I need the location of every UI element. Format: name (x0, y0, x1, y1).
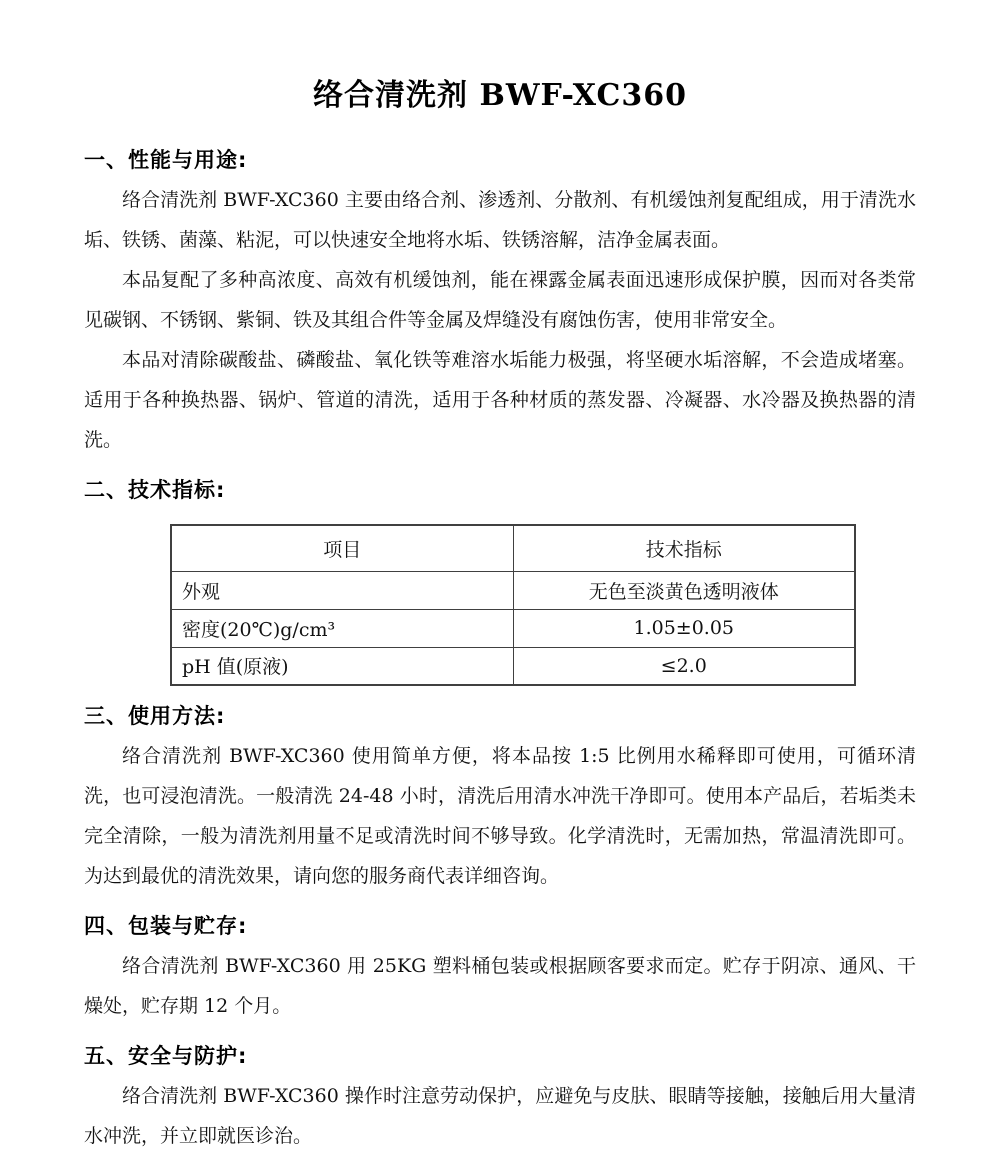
spec-value-ph: ≤2.0 (513, 647, 855, 685)
paragraph: 络合清洗剂 BWF-XC360 使用简单方便，将本品按 1:5 比例用水稀释即可使用，可循环清洗，也可浸泡清洗。一般清洗 24-48 小时，清洗后用清水冲洗干净即可。使用本产品后，若垢类未完全清除，一般为清洗剂用量不足或清洗时间不够导致。化学清洗时，无需加热，常温清洗即可。为达到最优的清洗效果，请向您的服务商代表详细咨询。 (84, 745, 916, 887)
table-row (171, 571, 855, 609)
paragraph: 络合清洗剂 BWF-XC360 用 25KG 塑料桶包装或根据顾客要求而定。贮存于阴凉、通风、干燥处，贮存期 12 个月。 (84, 955, 916, 1017)
spec-item-appearance: 外观 (171, 571, 513, 609)
section-packaging (84, 910, 916, 1026)
paragraph: 本品复配了多种高浓度、高效有机缓蚀剂，能在裸露金属表面迅速形成保护膜，因而对各类常见碳钢、不锈钢、紫铜、铁及其组合件等金属及焊缝没有腐蚀伤害，使用非常安全。 (84, 269, 916, 331)
section-usage (84, 700, 916, 896)
paragraph: 络合清洗剂 BWF-XC360 操作时注意劳动保护，应避免与皮肤、眼睛等接触，接触后用大量清水冲洗，并立即就医诊治。 (84, 1085, 916, 1147)
spec-item-ph: pH 值(原液) (171, 647, 513, 685)
table-row (171, 609, 855, 647)
section-heading-specs: 二、技术指标: (84, 478, 226, 502)
spec-table-header-value: 技术指标 (513, 525, 855, 571)
table-row (171, 647, 855, 685)
spec-table-header-item: 项目 (171, 525, 513, 571)
section-specs (84, 474, 916, 686)
section-performance (84, 144, 916, 460)
section-heading-packaging: 四、包装与贮存: (84, 914, 248, 938)
spec-value-density: 1.05±0.05 (513, 609, 855, 647)
paragraph: 本品对清除碳酸盐、磷酸盐、氧化铁等难溶水垢能力极强，将坚硬水垢溶解，不会造成堵塞。适用于各种换热器、锅炉、管道的清洗，适用于各种材质的蒸发器、冷凝器、水冷器及换热器的清洗。 (84, 349, 916, 451)
spec-value-appearance: 无色至淡黄色透明液体 (513, 571, 855, 609)
spec-table (170, 524, 856, 686)
paragraph: 络合清洗剂 BWF-XC360 主要由络合剂、渗透剂、分散剂、有机缓蚀剂复配组成，用于清洗水垢、铁锈、菌藻、粘泥，可以快速安全地将水垢、铁锈溶解，洁净金属表面。 (84, 189, 916, 251)
section-heading-safety: 五、安全与防护: (84, 1044, 248, 1068)
section-safety (84, 1040, 916, 1154)
document-title: 络合清洗剂 BWF-XC360 (313, 78, 687, 113)
spec-table-container (170, 524, 916, 686)
section-heading-usage: 三、使用方法: (84, 704, 226, 728)
section-heading-performance: 一、性能与用途: (84, 148, 248, 172)
spec-item-density: 密度(20℃)g/cm³ (171, 609, 513, 647)
spec-table-header-row (171, 525, 855, 571)
